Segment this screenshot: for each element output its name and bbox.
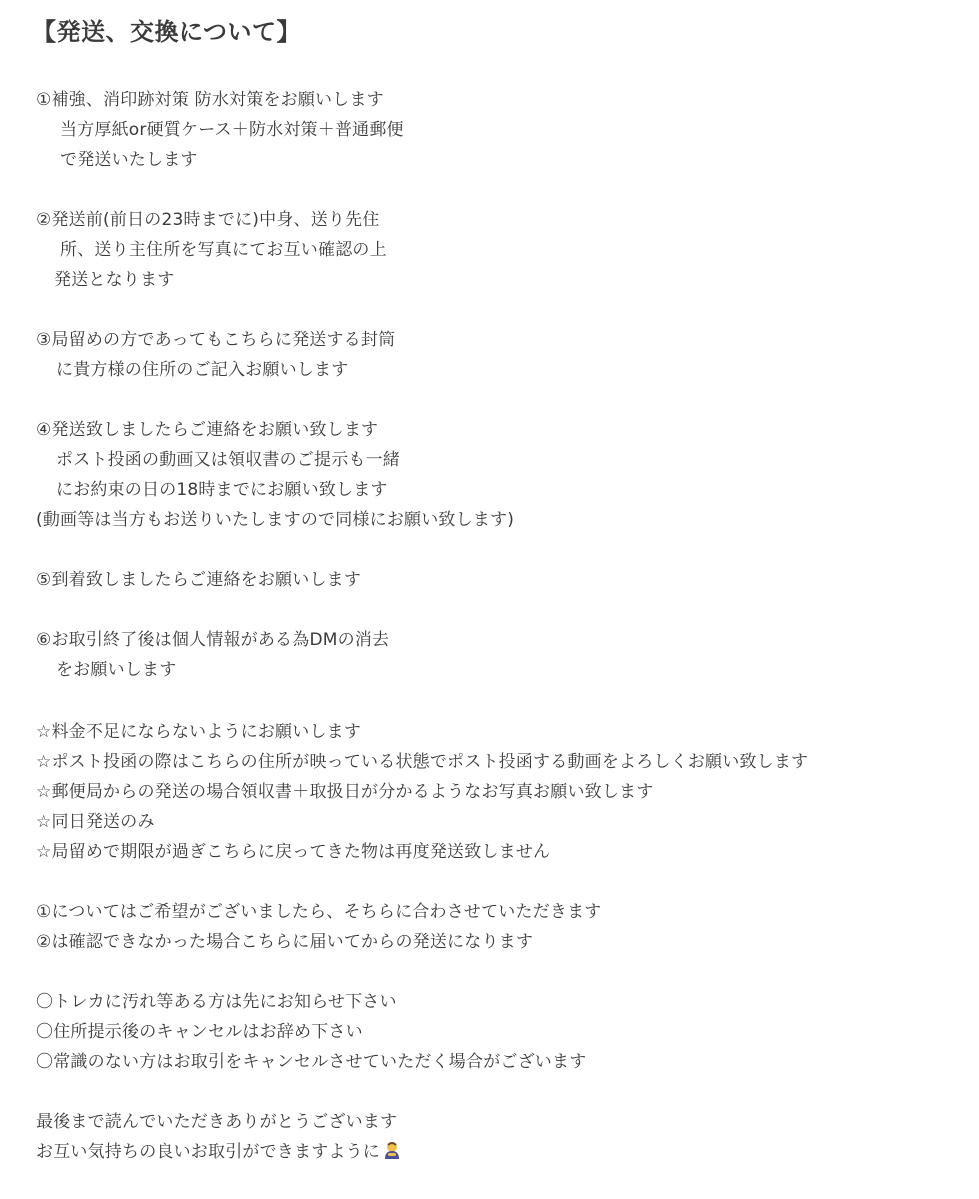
star-note: ☆同日発送のみ	[36, 812, 155, 832]
section-4-line-4: (動画等は当方もお送りいたしますので同様にお願い致します)	[36, 510, 515, 530]
section-1-line-3: で発送いたします	[60, 150, 198, 170]
closing-line-1: 最後まで読んでいただきありがとうございます	[36, 1112, 398, 1132]
section-6-line-2: をお願いします	[56, 660, 177, 680]
section-2-line-1: ②発送前(前日の23時までに)中身、送り先住	[36, 210, 380, 230]
circle-note: 〇トレカに汚れ等ある方は先にお知らせ下さい	[36, 992, 397, 1012]
star-note: ☆ポスト投函の際はこちらの住所が映っている状態でポスト投函する動画をよろしくお願い致します	[36, 752, 809, 772]
section-3-line-2: に貴方様の住所のご記入お願いします	[56, 360, 349, 380]
section-4-line-2: ポスト投函の動画又は領収書のご提示も一緒	[56, 450, 400, 470]
section-4-line-1: ④発送致しましたらご連絡をお願い致します	[36, 420, 379, 440]
star-note: ☆局留めで期限が過ぎこちらに戻ってきた物は再度発送致しません	[36, 842, 551, 862]
star-note: ☆郵便局からの発送の場合領収書＋取扱日が分かるようなお写真お願い致します	[36, 782, 654, 802]
section-1-line-1: ①補強、消印跡対策 防水対策をお願いします	[36, 90, 384, 110]
closing-line-2	[36, 1138, 402, 1166]
reference-note: ②は確認できなかった場合こちらに届いてからの発送になります	[36, 932, 534, 952]
circle-note: 〇住所提示後のキャンセルはお辞め下さい	[36, 1022, 363, 1042]
section-5-line-1: ⑤到着致しましたらご連絡をお願いします	[36, 570, 362, 590]
circle-note: 〇常識のない方はお取引をキャンセルさせていただく場合がございます	[36, 1052, 587, 1072]
section-6-line-1: ⑥お取引終了後は個人情報がある為DMの消去	[36, 630, 390, 650]
section-1-line-2: 当方厚紙or硬質ケース＋防水対策＋普通郵便	[60, 120, 404, 140]
page-title: 【発送、交換について】	[32, 18, 302, 46]
section-2-line-2: 所、送り主住所を写真にてお互い確認の上	[60, 240, 387, 260]
closing-text: お互い気持ちの良いお取引ができますように	[36, 1142, 380, 1162]
star-note: ☆料金不足にならないようにお願いします	[36, 722, 362, 742]
section-3-line-1: ③局留めの方であってもこちらに発送する封筒	[36, 330, 396, 350]
reference-note: ①についてはご希望がございましたら、そちらに合わさせていただきます	[36, 902, 602, 922]
bowing-person-icon	[382, 1140, 402, 1160]
section-4-line-3: にお約束の日の18時までにお願い致します	[56, 480, 388, 500]
section-2-line-3: 発送となります	[54, 270, 175, 290]
